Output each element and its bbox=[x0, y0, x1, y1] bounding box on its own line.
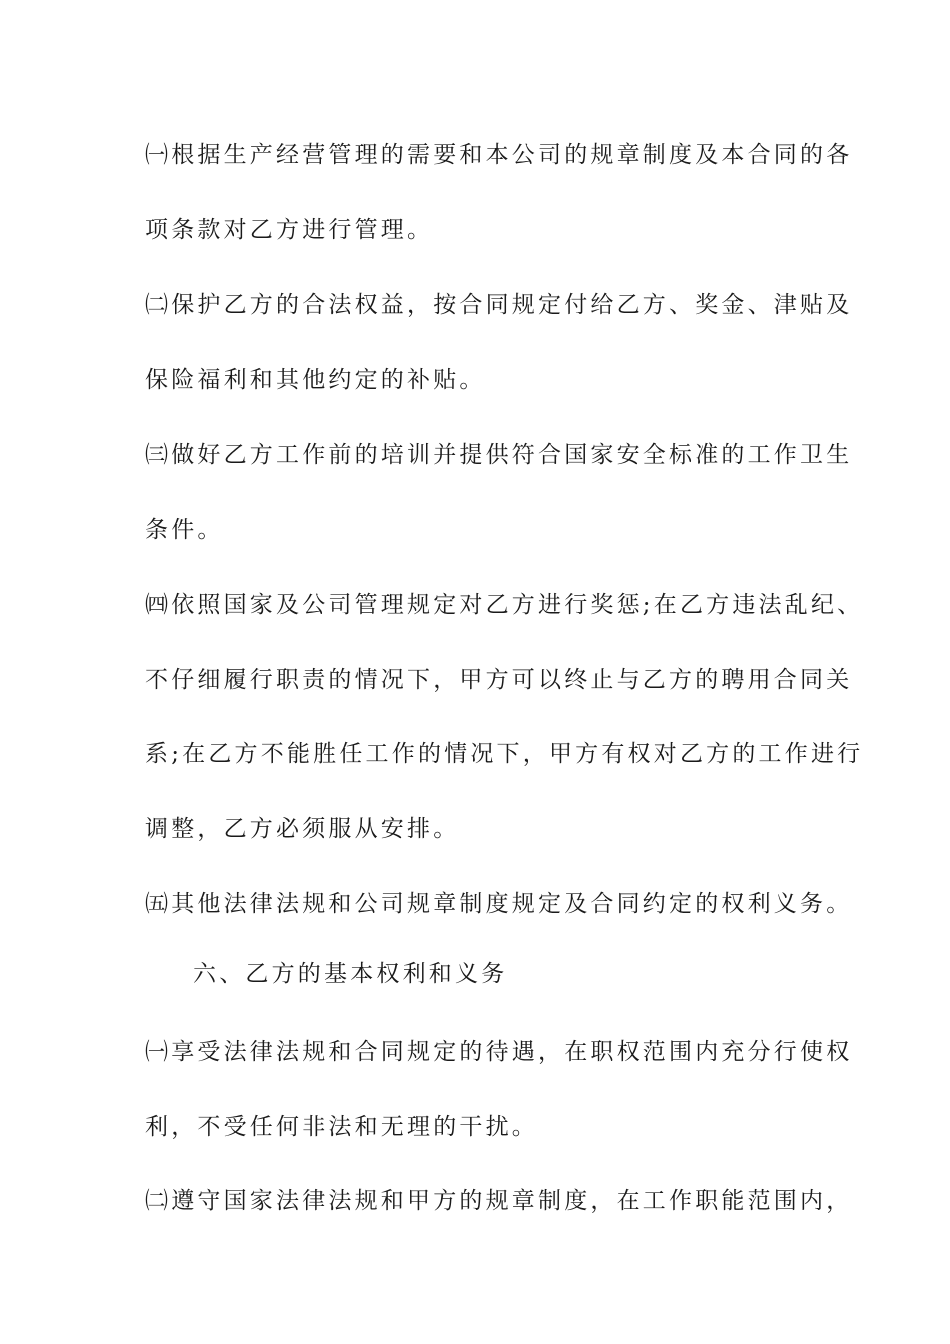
text-line: 利，不受任何非法和无理的干扰。 bbox=[145, 1114, 538, 1140]
text-line: 项条款对乙方进行管理。 bbox=[145, 217, 434, 243]
text-line: 调整，乙方必须服从安排。 bbox=[145, 816, 460, 842]
text-line: ㈣依照国家及公司管理规定对乙方进行奖惩;在乙方违法乱纪、 bbox=[145, 592, 864, 618]
text-line: ㈠享受法律法规和合同规定的待遇，在职权范围内充分行使权 bbox=[145, 1039, 853, 1065]
text-line: 条件。 bbox=[145, 517, 224, 543]
text-line: ㈡保护乙方的合法权益，按合同规定付给乙方、奖金、津贴及 bbox=[145, 292, 853, 318]
text-line: ㈡遵守国家法律法规和甲方的规章制度，在工作职能范围内， bbox=[145, 1188, 853, 1214]
text-line: 不仔细履行职责的情况下，甲方可以终止与乙方的聘用合同关 bbox=[145, 667, 853, 693]
section-heading: 六、乙方的基本权利和义务 bbox=[193, 961, 508, 987]
text-line: ㈠根据生产经营管理的需要和本公司的规章制度及本合同的各 bbox=[145, 142, 853, 168]
text-line: ㈢做好乙方工作前的培训并提供符合国家安全标准的工作卫生 bbox=[145, 442, 853, 468]
text-line: 保险福利和其他约定的补贴。 bbox=[145, 367, 486, 393]
text-line: ㈤其他法律法规和公司规章制度规定及合同约定的权利义务。 bbox=[145, 891, 853, 917]
text-line: 系;在乙方不能胜任工作的情况下，甲方有权对乙方的工作进行 bbox=[145, 741, 864, 767]
